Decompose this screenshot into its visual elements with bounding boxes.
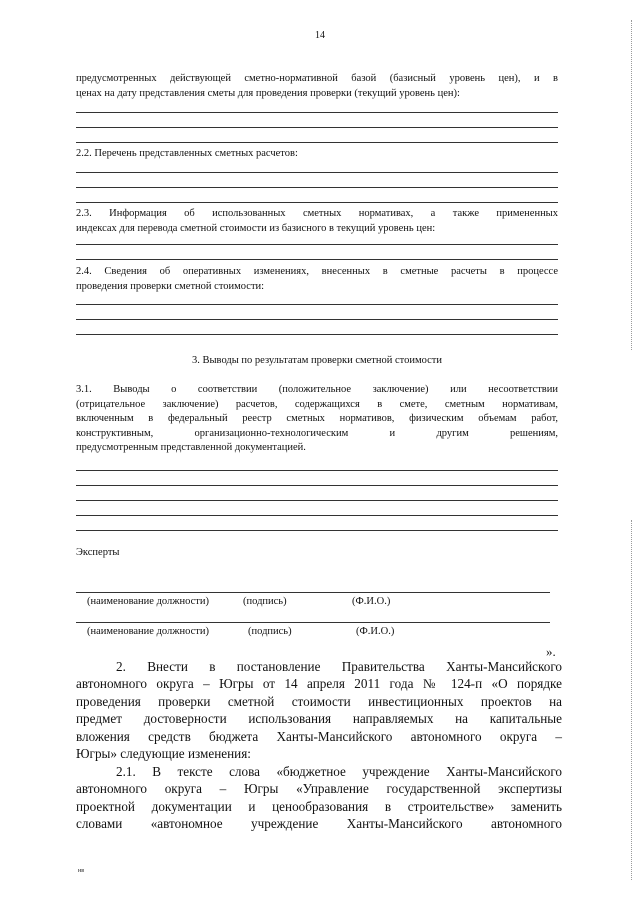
fill-line <box>76 319 558 320</box>
fill-line <box>76 127 558 128</box>
scan-edge <box>630 520 632 880</box>
fill-line <box>76 187 558 188</box>
text-line: 2.3. Информация об использованных сметных нормативах, а также примененных <box>76 208 558 219</box>
fill-line <box>76 142 558 143</box>
text-line: (отрицательное заключение) расчетов, содержащихся в смете, сметным нормативам, <box>76 398 558 410</box>
signature-line <box>76 622 550 623</box>
signature-caption: (подпись) <box>248 626 292 637</box>
text-line: автономного округа – Югры от 14 апреля 2011 года № 124-п «О порядке <box>76 676 562 692</box>
fio-caption: (Ф.И.О.) <box>352 596 391 607</box>
text-line: ценах на дату представления сметы для проведения проверки (текущий уровень цен): <box>76 87 460 99</box>
item-2-paragraph <box>76 658 562 762</box>
text-line: проведения проверки сметной стоимости инвестиционных проектов на <box>76 693 562 709</box>
text-line: словами «автономное учреждение Ханты-Мансийского автономного <box>76 816 562 832</box>
position-caption: (наименование должности) <box>87 626 210 637</box>
footer-mark: нв <box>78 868 85 874</box>
fill-line <box>76 244 558 245</box>
text-line: включенным в федеральный реестр сметных нормативов, физическим объемам работ, <box>76 413 558 424</box>
signature-line <box>76 592 550 593</box>
fill-line <box>76 259 558 260</box>
fill-line <box>76 470 558 471</box>
closing-quote: ». <box>546 644 556 659</box>
page-number: 14 <box>315 30 325 41</box>
section-3-heading: 3. Выводы по результатам проверки сметной стоимости <box>192 355 442 366</box>
text-line: конструктивным, организационно-технологическим и другим решениям, <box>76 427 558 439</box>
signature-captions <box>0 596 640 610</box>
text-line: 3.1. Выводы о соответствии (положительное заключение) или несоответствии <box>76 384 558 395</box>
text-line: вложения средств бюджета Ханты-Мансийского автономного округа – <box>76 728 562 744</box>
fill-line <box>76 334 558 335</box>
text-line: предусмотренным представленной документацией. <box>76 442 306 453</box>
text-line: проведения проверки сметной стоимости: <box>76 280 265 292</box>
fill-line <box>76 530 558 531</box>
scan-edge <box>630 20 632 350</box>
section-2-3-paragraph <box>76 207 558 236</box>
section-2-2-label: 2.2. Перечень представленных сметных расчетов: <box>76 148 298 159</box>
text-line: автономного округа – Югры «Управление государственной экспертизы <box>76 781 562 797</box>
fill-line <box>76 515 558 516</box>
fill-line <box>76 202 558 203</box>
text-line: предмет достоверности использования направляемых на капитальные <box>76 711 562 727</box>
fill-line <box>76 485 558 486</box>
signature-caption: (подпись) <box>243 596 287 607</box>
item-2-1-paragraph <box>76 763 562 833</box>
section-2-4-paragraph <box>76 265 558 294</box>
intro-paragraph <box>76 72 558 101</box>
text-line: индексах для перевода сметной стоимости из базисного в текущий уровень цен: <box>76 222 436 234</box>
fill-line <box>76 172 558 173</box>
fill-line <box>76 500 558 501</box>
text-line: 2.1. В тексте слова «бюджетное учреждение Ханты-Мансийского <box>116 764 562 779</box>
signature-captions <box>0 626 640 640</box>
section-3-1-paragraph <box>76 383 558 456</box>
position-caption: (наименование должности) <box>87 596 210 607</box>
fill-line <box>76 304 558 305</box>
experts-label: Эксперты <box>76 547 120 558</box>
text-line: проектной документации и ценообразования в строительстве» заменить <box>76 798 562 814</box>
fio-caption: (Ф.И.О.) <box>356 626 395 637</box>
text-line: предусмотренных действующей сметно-нормативной базой (базисный уровень цен), и в <box>76 73 558 84</box>
text-line: Югры» следующие изменения: <box>76 746 251 762</box>
text-line: 2.4. Сведения об оперативных изменениях, внесенных в сметные расчеты в процессе <box>76 266 558 277</box>
fill-line <box>76 112 558 113</box>
text-line: 2. Внести в постановление Правительства Ханты-Мансийского <box>116 659 562 674</box>
